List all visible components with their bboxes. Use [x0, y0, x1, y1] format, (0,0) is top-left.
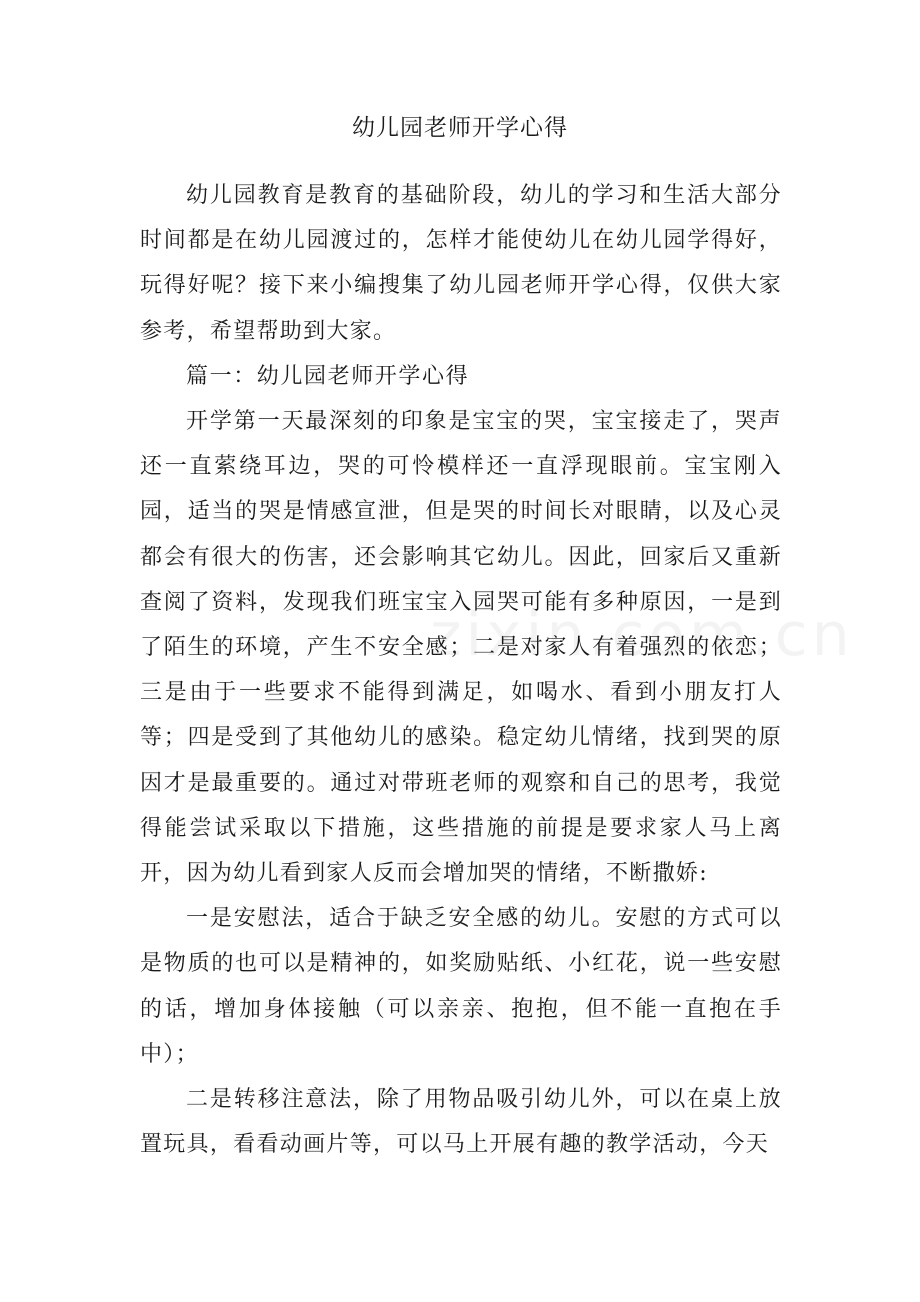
- body-paragraph: 二是转移注意法，除了用物品吸引幼儿外，可以在桌上放置玩具，看看动画片等，可以马上开展有趣的教学活动，今天: [140, 1087, 782, 1158]
- section-heading: 篇一：幼儿园老师开学心得: [186, 363, 470, 389]
- body-paragraph: 开学第一天最深刻的印象是宝宝的哭，宝宝接走了，哭声还一直萦绕耳边，哭的可怜模样还一直浮现眼前。宝宝刚入园，适当的哭是情感宣泄，但是哭的时间长对眼睛，以及心灵都会有很大的伤害，还会影响其它幼儿。因此，回家后又重新查阅了资料，发现我们班宝宝入园哭可能有多种原因，一是到了陌生的环境，产生不安全感；二是对家人有着强烈的依恋；三是由于一些要求不能得到满足，如喝水、看到小朋友打人等；四是受到了其他幼儿的感染。稳定幼儿情绪，找到哭的原因才是最重要的。通过对带班老师的观察和自己的思考，我觉得能尝试采取以下措施，这些措施的前提是要求家人马上离开，因为幼儿看到家人反而会增加哭的情绪，不断撒娇:: [140, 409, 782, 887]
- intro-paragraph: 幼儿园教育是教育的基础阶段，幼儿的学习和生活大部分时间都是在幼儿园渡过的，怎样才能使幼儿在幼儿园学得好，玩得好呢？接下来小编搜集了幼儿园老师开学心得，仅供大家参考，希望帮助到大家。: [140, 183, 782, 344]
- document-title: 幼儿园老师开学心得: [352, 115, 568, 141]
- body-paragraph: 一是安慰法，适合于缺乏安全感的幼儿。安慰的方式可以是物质的也可以是精神的，如奖励贴纸、小红花，说一些安慰的话，增加身体接触（可以亲亲、抱抱，但不能一直抱在手中）；: [140, 906, 782, 1067]
- document-body: [140, 173, 782, 1167]
